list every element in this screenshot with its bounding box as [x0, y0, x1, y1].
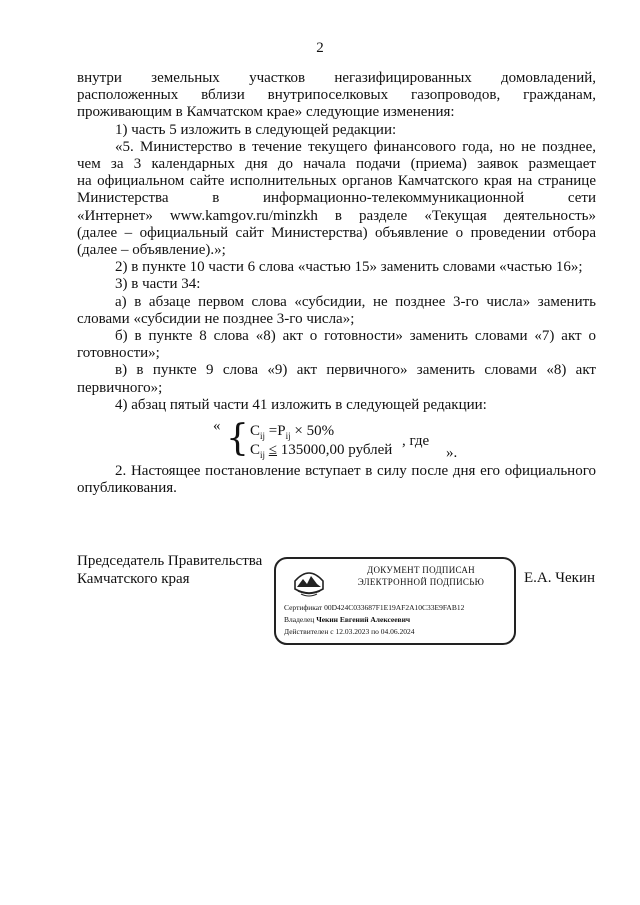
item-3: 3) в части 34: [115, 276, 201, 293]
signatory-name: Е.А. Чекин [524, 570, 595, 586]
item-3c-cont: первичного»; [77, 379, 163, 396]
quote-line: (далее – объявление).»; [77, 242, 226, 259]
closing-line-2: опубликования. [77, 480, 177, 497]
closing-line-1: 2. Настоящее постановление вступает в силу после дня его официального [115, 463, 596, 479]
stamp-certificate: Сертификат 00D424C033687F1E19AF2A10C33E9FAB12 [284, 603, 465, 612]
intro-line-1: внутри земельных участков негазифицированных домовладений, [77, 70, 597, 86]
intro-line-2: расположенных вблизи внутрипоселковых газопроводов, гражданам, [77, 87, 597, 104]
kamchatka-emblem-icon [292, 567, 326, 599]
item-1: 1) часть 5 изложить в следующей редакции: [115, 121, 397, 138]
brace-icon: { [226, 418, 249, 459]
body-text [77, 70, 596, 414]
formula-line-1: $C_{ij} =P_{ij} \times 50\%$ [250, 423, 335, 441]
electronic-signature-stamp [274, 557, 516, 645]
signatory-title: Председатель Правительства Камчатского края [77, 553, 263, 587]
item-3c: в) в пункте 9 слова «9) акт первичного» заменить словами «8) акт [115, 362, 596, 379]
quote-line: Министерства в информационно-телекоммуникационной сети [77, 190, 596, 207]
item-3a: а) в абзаце первом слова «субсидии, не позднее 3-го числа» заменить [115, 293, 596, 310]
item-4: 4) абзац пятый части 41 изложить в следующей редакции: [115, 396, 487, 413]
stamp-validity: Действителен с 12.03.2023 по 04.06.2024 [284, 627, 415, 636]
item-2: 2) в пункте 10 части 6 слова «частью 15» заменить словами «частью 16»; [115, 259, 583, 276]
formula-line-2: $C_{ij} \le 135000,00$ рублей [250, 442, 393, 460]
stamp-heading-2: ЭЛЕКТРОННОЙ ПОДПИСЬЮ [357, 577, 485, 587]
formula-where: , где [402, 433, 430, 449]
closing-paragraph [77, 463, 596, 497]
intro-line-3: проживающим в Камчатском крае» следующие изменения: [77, 104, 455, 121]
item-3b-cont: готовности»; [77, 345, 160, 362]
formula-close-quote: ». [446, 445, 458, 461]
stamp-heading-1: ДОКУМЕНТ ПОДПИСАН [367, 565, 475, 575]
formula-open-quote: « [213, 418, 221, 434]
page-number: 2 [316, 40, 324, 56]
item-3b: б) в пункте 8 слова «8) акт о готовности» заменить словами «7) акт о [115, 328, 596, 345]
quote-line: «Интернет» www.kamgov.ru/minzkh в разделе «Текущая деятельность» [77, 207, 596, 224]
quote-line: на официальном сайте исполнительных органов Камчатского края на странице [77, 173, 596, 190]
item-3a-cont: словами «субсидии не позднее 3-го числа»; [77, 310, 355, 327]
quote-line: чем за 3 календарных дня до начала подачи (приема) заявок размещает [77, 156, 596, 173]
formula-block [0, 418, 640, 468]
stamp-owner: Владелец Чекин Евгений Алексеевич [284, 615, 411, 624]
quote-line: «5. Министерство в течение текущего финансового года, но не позднее, [115, 138, 596, 155]
quote-line: (далее – официальный сайт Министерства) объявление о проведении отбора [77, 224, 596, 241]
